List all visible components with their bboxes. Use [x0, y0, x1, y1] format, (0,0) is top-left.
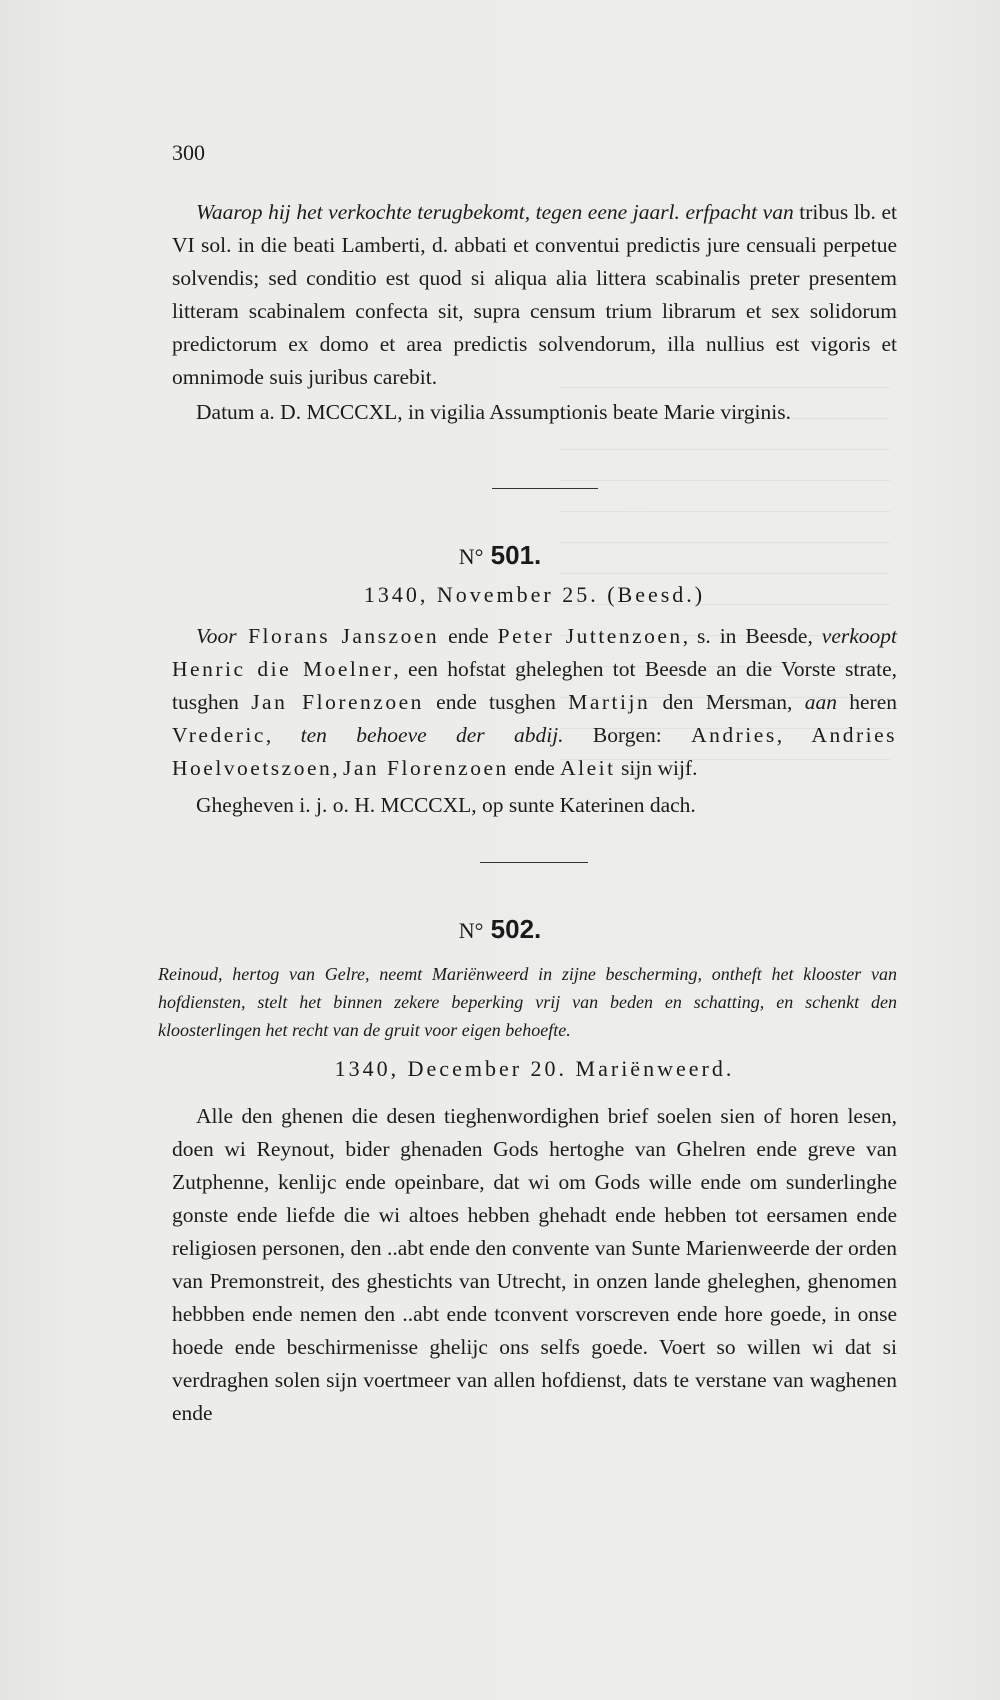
- doc501-text-run: ende: [508, 756, 561, 780]
- doc502-dateline: 1340, December 20. Mariënweerd.: [334, 1056, 735, 1081]
- doc501-text-run: , s. in Beesde,: [682, 624, 822, 648]
- doc501-dateline: 1340, November 25. (Beesd.): [363, 582, 706, 607]
- doc501-text-run: ende tusghen: [423, 690, 569, 714]
- doc501-text-run: ende: [439, 624, 498, 648]
- doc501-text-run: Aleit: [560, 756, 616, 780]
- doc501-number-prefix: N°: [458, 544, 484, 569]
- doc502-heading: [0, 914, 1000, 945]
- doc501-text-run: ,: [776, 723, 812, 747]
- page-number: 300: [172, 140, 205, 165]
- doc500-text: [172, 196, 897, 429]
- doc501-text-run: heren: [836, 690, 897, 714]
- doc500-paragraph-1: [172, 196, 897, 394]
- doc501-text: [172, 620, 897, 822]
- doc501-text-run: Voor: [196, 624, 237, 648]
- doc501-text-run: Andries Hoelvoetszoen: [172, 723, 897, 780]
- doc500-date-clause: Datum a. D. MCCCXL, in vigilia Assumptionis beate Marie virginis.: [196, 400, 791, 424]
- doc501-text-run: ,: [332, 756, 344, 780]
- section-divider: [492, 488, 598, 489]
- doc501-text-run: den Mersman,: [650, 690, 805, 714]
- doc501-text-run: aan: [804, 690, 837, 714]
- doc501-number: 501.: [490, 540, 542, 570]
- doc501-text-run: , een hofstat gheleghen tot Beesde an die Vorste strate, tusghen: [172, 657, 897, 714]
- doc501-text-run: Borgen:: [563, 723, 692, 747]
- doc501-heading: [0, 540, 1000, 571]
- doc501-text-run: Jan Florenzoen: [343, 756, 509, 780]
- doc502-summary: Reinoud, hertog van Gelre, neemt Mariënweerd in zijne bescherming, ontheft het klooster van hofdiensten, stelt het binnen zekere beperking vrij van beden en schatting, en schenkt den kloosterlingen het recht van de gruit voor eigen behoefte.: [158, 964, 897, 1040]
- doc502-number-prefix: N°: [458, 918, 484, 943]
- doc501-text-run: sijn wijf.: [615, 756, 698, 780]
- doc501-text-run: Florans Janszoen: [236, 624, 440, 648]
- doc502-number: 502.: [490, 914, 542, 944]
- doc501-text-run: Martijn: [568, 690, 651, 714]
- doc500-summary-italic: Waarop hij het verkochte terugbekomt, tegen eene jaarl. erfpacht van: [196, 200, 794, 224]
- doc501-text-run: Henric die Moelner: [172, 657, 394, 681]
- doc501-text-run: Vrederic: [172, 723, 266, 747]
- doc501-text-run: verkoopt: [821, 624, 897, 648]
- doc501-text-run: ,: [265, 723, 301, 747]
- doc501-date-clause: Ghegheven i. j. o. H. MCCCXL, op sunte Katerinen dach.: [196, 793, 696, 817]
- doc501-text-run: Jan Florenzoen: [251, 690, 424, 714]
- doc501-text-run: Andries: [691, 723, 777, 747]
- doc501-text-run: Peter Juttenzoen: [497, 624, 683, 648]
- doc501-text-run: ten behoeve der abdij.: [300, 723, 564, 747]
- doc501-regest-paragraph: [172, 620, 897, 785]
- doc502-charter-paragraph: Alle den ghenen die desen tieghenwordighen brief soelen sien of horen lesen, doen wi Reynout, bider ghenaden Gods hertoghe van Ghelren ende greve van Zutphenne, kenlijc ende opeinbare, dat wi om Gods wille ende om sunderlinghe gonste ende liefde die wi altoes hebben ghehadt ende hebben tot eersamen ende religiosen personen, den ..abt ende den convente van Sunte Marienweerde der orden van Premonstreit, des ghestichts van Utrecht, in onzen lande gheleghen, ghenomen hebbben ende nemen den ..abt ende tconvent vorscreven ende hore goede, in onse hoede ende beschirmenisse ghelijc ons selfs goede. Voert so willen wi dat si verdraghen solen sijn voertmeer van allen hofdienst, dats te verstane van waghenen ende: [172, 1104, 897, 1425]
- section-divider: [480, 862, 588, 863]
- doc500-latin-text: tribus lb. et VI sol. in die beati Lamberti, d. abbati et conventui predictis jure censuali perpetue solvendis; sed conditio est quod si aliqua alia littera scabinalis preter presentem litteram scabinalem confecta sit, supra censum trium librarum et sex solidorum predictorum ex domo et area predictis solvendorum, illa nullius est vigoris et omnimode suis juribus carebit.: [172, 200, 898, 389]
- doc502-text: [172, 1100, 897, 1430]
